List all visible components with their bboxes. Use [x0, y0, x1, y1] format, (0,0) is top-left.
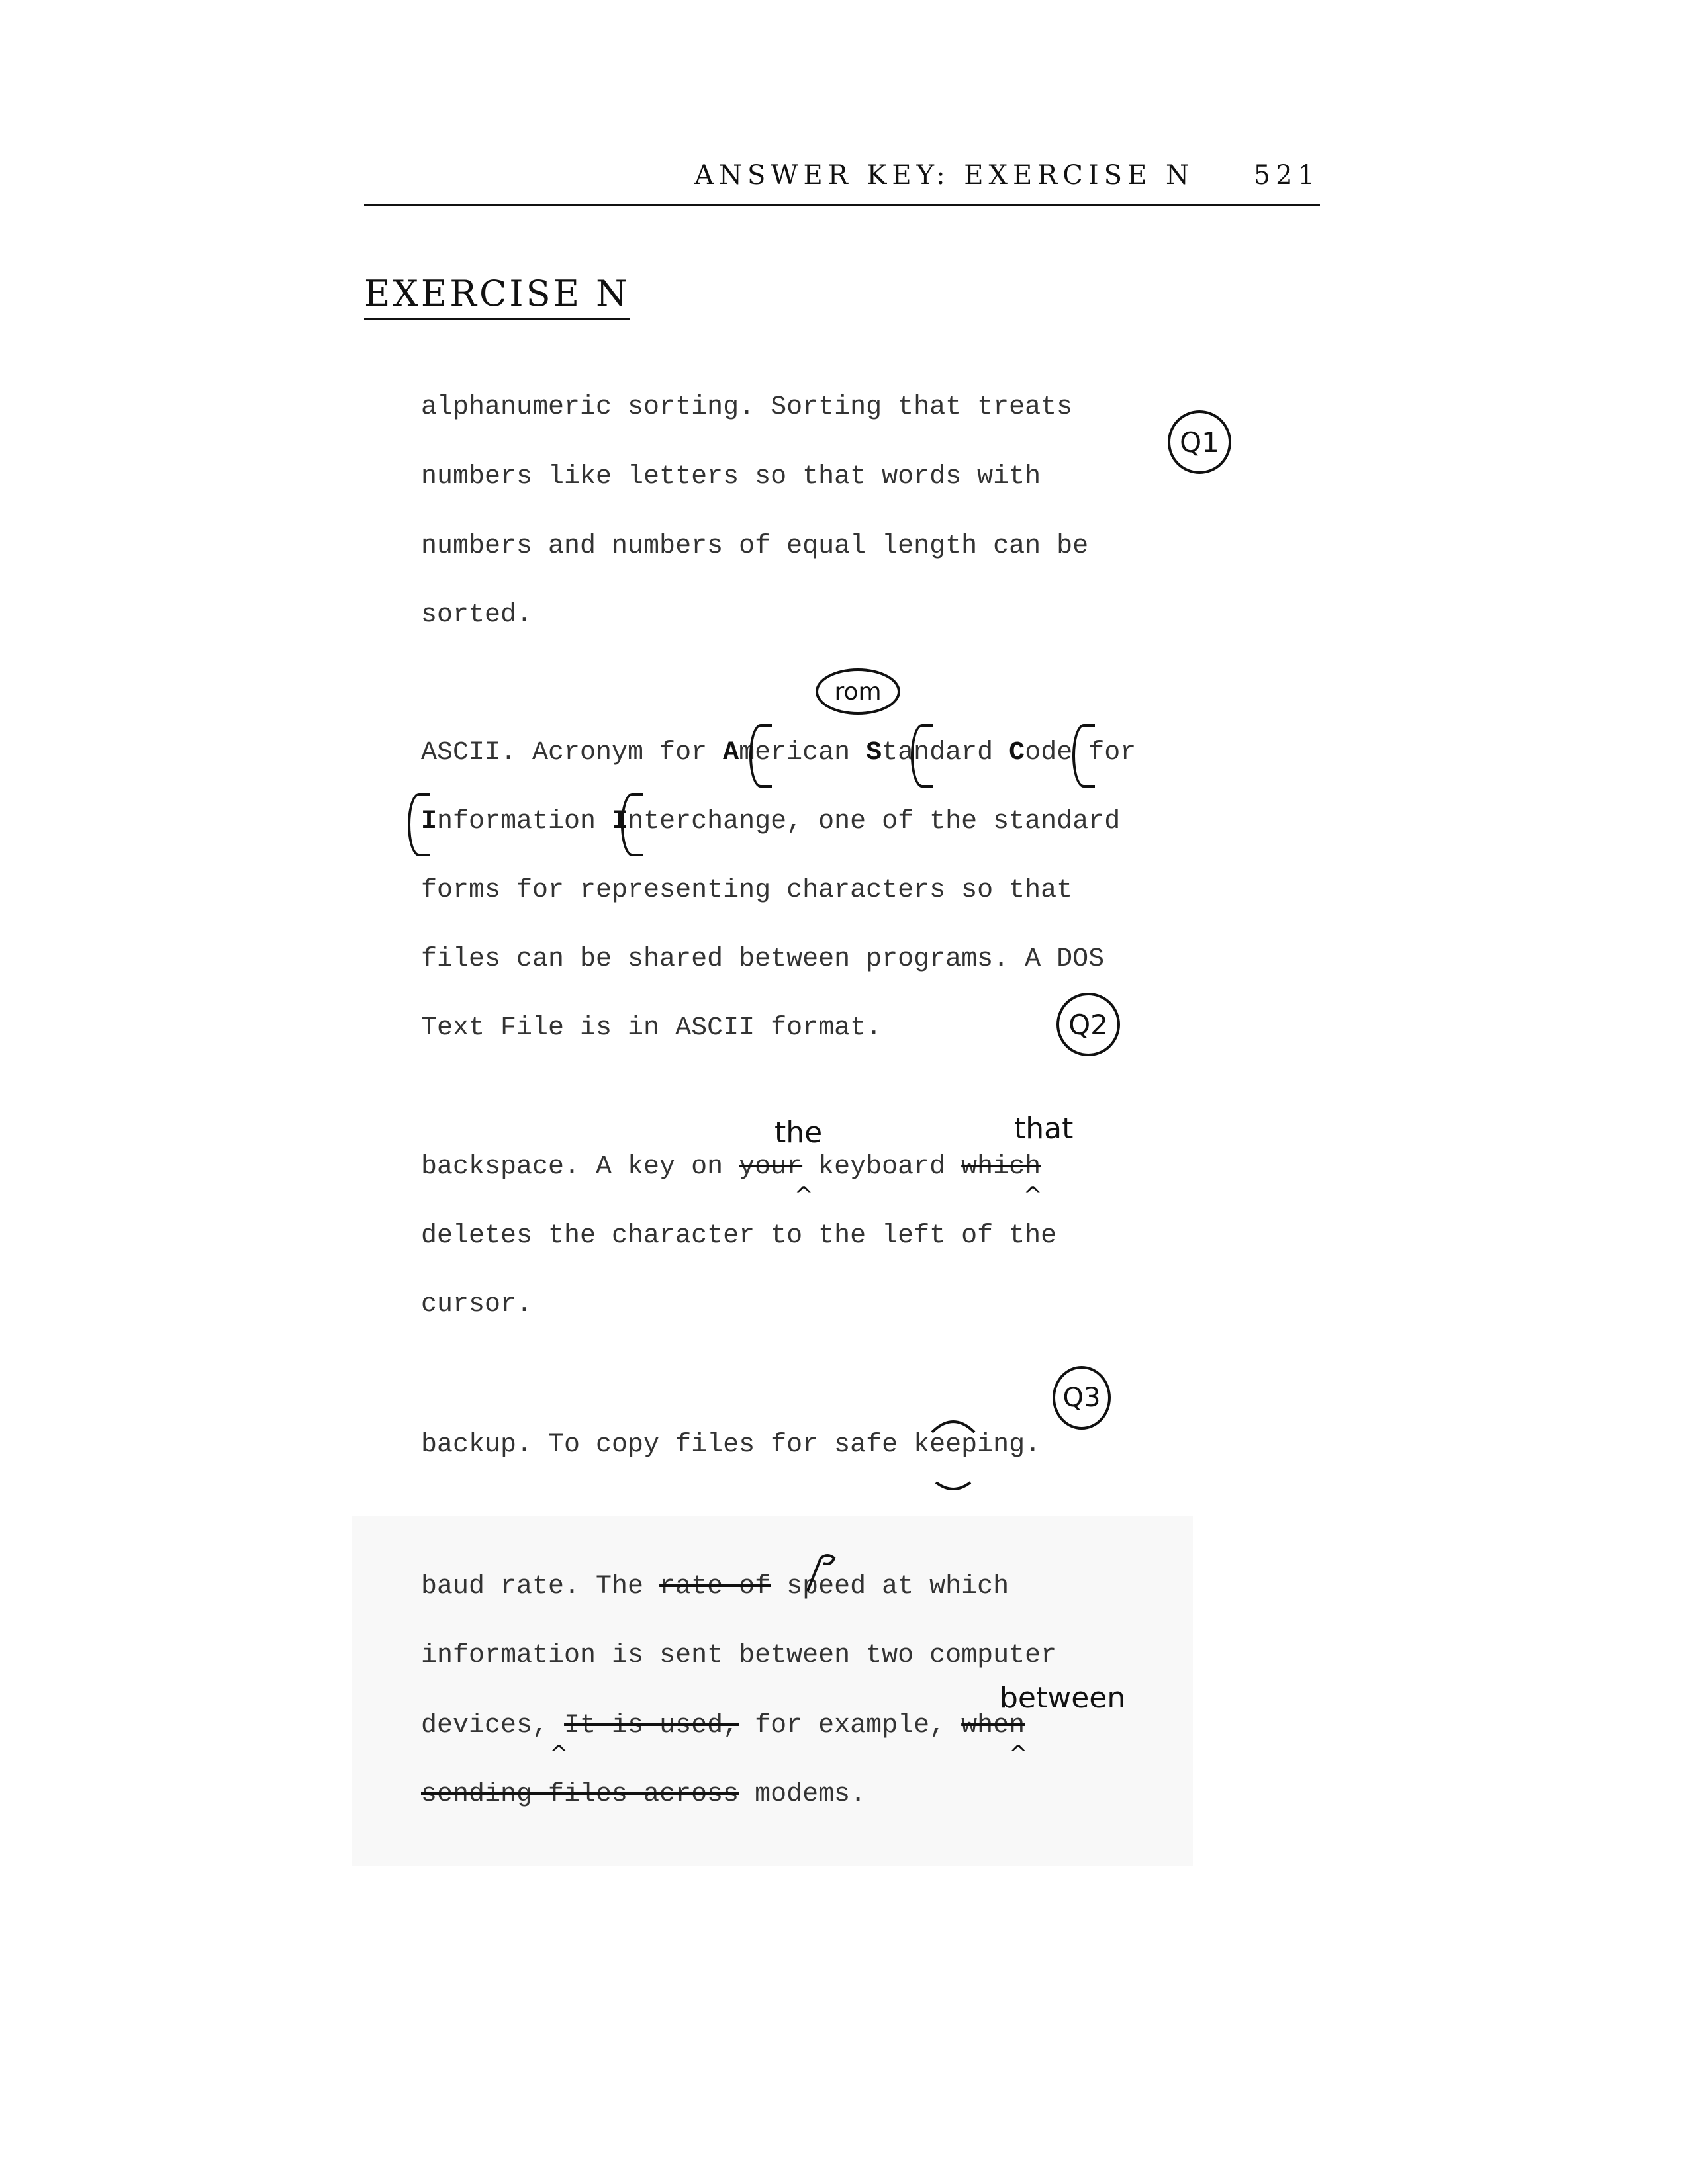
alphanumeric-line-2: numbers like letters so that words with	[421, 462, 1041, 492]
ascii-line-1-mid1: merican	[739, 738, 867, 768]
ascii-cap-i2: I	[612, 807, 628, 837]
ascii-line-2	[421, 806, 1120, 838]
ascii-line-3: forms for representing characters so that	[421, 876, 1073, 905]
baud-line-2: information is sent between two computer	[421, 1641, 1057, 1670]
insert-that: that	[1014, 1112, 1074, 1146]
query-marker-q2: Q2	[1056, 993, 1120, 1056]
alphanumeric-line-1: alphanumeric sorting. Sorting that treats	[421, 392, 1073, 422]
ascii-line-2-mid: nformation	[437, 807, 612, 837]
deleted-it-is-used: It is used,	[564, 1711, 739, 1741]
ascii-line-1-post: ode for	[1025, 738, 1137, 768]
insert-caret-icon: ^	[1009, 1741, 1028, 1767]
insert-the: the	[774, 1116, 823, 1150]
rom-note: rom	[816, 668, 900, 715]
cap-bracket-s	[911, 724, 933, 788]
delete-mark-icon	[801, 1551, 841, 1598]
baud-line-1-post: speed at which	[771, 1572, 1009, 1602]
baud-line-3	[421, 1710, 1025, 1742]
baud-line-4	[421, 1779, 866, 1811]
running-header	[364, 156, 1320, 206]
insert-between: between	[1000, 1681, 1126, 1715]
insert-caret-icon: ^	[1023, 1182, 1043, 1208]
ascii-cap-s: S	[866, 738, 882, 768]
baud-line-3-pre: devices,	[421, 1711, 565, 1741]
alphanumeric-line-3: numbers and numbers of equal length can be	[421, 531, 1089, 561]
ascii-line-4: files can be shared between programs. A DOS	[421, 944, 1105, 974]
cap-bracket-i2	[621, 793, 643, 856]
baud-line-4-post: modems.	[739, 1780, 867, 1809]
cap-bracket-c	[1072, 724, 1095, 788]
backspace-line-1-pre: backspace. A key on	[421, 1152, 739, 1182]
deleted-your: your	[739, 1152, 803, 1182]
cap-bracket-i1	[408, 793, 430, 856]
ascii-line-1-pre: ASCII. Acronym for	[421, 738, 724, 768]
query-marker-q3: Q3	[1053, 1366, 1111, 1430]
ascii-cap-c: C	[1009, 738, 1025, 768]
running-header-title: ANSWER KEY: EXERCISE N	[694, 160, 1194, 191]
insert-semicolon-mark-icon: ^	[549, 1741, 569, 1767]
ascii-cap-i1: I	[421, 807, 438, 837]
baud-line-1	[421, 1571, 1009, 1603]
backup-line-1: backup. To copy files for safe keeping.	[421, 1430, 1041, 1460]
deleted-rate-of: rate of	[659, 1572, 771, 1602]
insert-caret-icon: ^	[794, 1182, 814, 1208]
cap-bracket-a	[749, 724, 772, 788]
ascii-line-1-mid2: tandard	[882, 738, 1009, 768]
backspace-line-1-mid: keyboard	[802, 1152, 962, 1182]
baud-line-3-mid: for example,	[739, 1711, 962, 1741]
ascii-cap-a: A	[723, 738, 739, 768]
alphanumeric-line-4: sorted.	[421, 600, 533, 630]
baud-line-1-pre: baud rate. The	[421, 1572, 660, 1602]
section-title: EXERCISE N	[364, 273, 630, 320]
backspace-line-1	[421, 1152, 1041, 1183]
close-up-mark-icon	[927, 1410, 980, 1496]
ascii-line-1	[421, 737, 1136, 769]
deleted-which: which	[961, 1152, 1041, 1182]
page-number: 521	[1253, 160, 1320, 191]
backspace-line-3: cursor.	[421, 1290, 533, 1320]
deleted-when: when	[961, 1711, 1025, 1741]
query-marker-q1: Q1	[1168, 410, 1231, 474]
ascii-line-2-post: nterchange, one of the standard	[628, 807, 1121, 837]
deleted-sending-files-across: sending files across	[421, 1780, 739, 1809]
backspace-line-2: deletes the character to the left of the	[421, 1221, 1057, 1251]
ascii-line-5: Text File is in ASCII format.	[421, 1013, 882, 1043]
